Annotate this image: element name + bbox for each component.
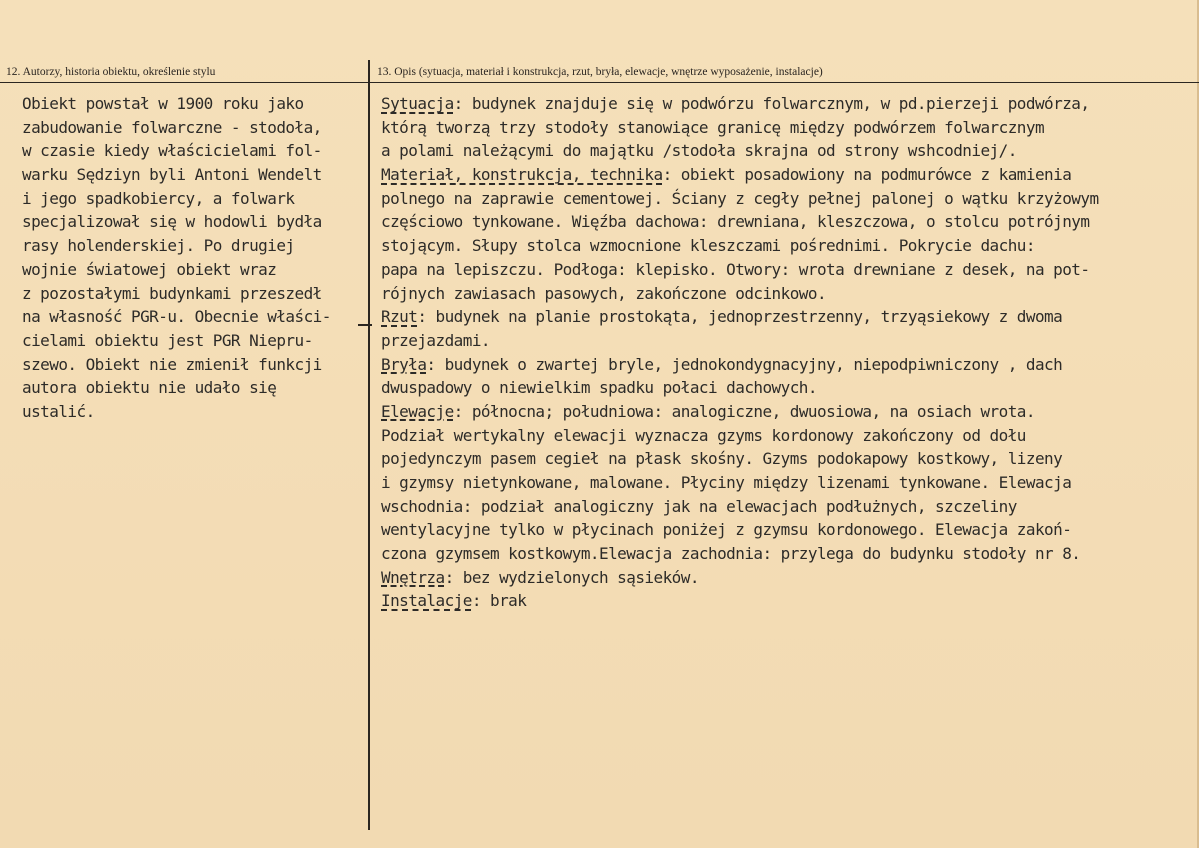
description-text-span: którą tworzą trzy stodoły stanowiące granicę między podwórzem folwarcznym — [381, 117, 1045, 137]
section-label: Bryła — [381, 354, 427, 374]
history-line: warku Sędziyn byli Antoni Wendelt — [22, 165, 322, 185]
section-12-heading: 12. Autorzy, historia obiektu, określenie stylu — [6, 66, 216, 78]
history-line: rasy holenderskiej. Po drugiej — [22, 236, 295, 256]
description-line — [381, 305, 1186, 329]
description-text-span: wschodnia: podział analogiczny jak na elewacjach podłużnych, szczeliny — [381, 496, 1017, 516]
section-13-heading: 13. Opis (sytuacja, materiał i konstrukcja, rzut, bryła, elewacje, wnętrze wyposażenie, instalacje) — [377, 66, 823, 78]
column-divider — [368, 60, 370, 830]
history-line: cielami obiektu jest PGR Niepru- — [22, 330, 313, 350]
description-line — [381, 282, 1186, 306]
description-line — [381, 353, 1186, 377]
history-line: w czasie kiedy właścicielami fol- — [22, 141, 322, 161]
description-line — [381, 400, 1186, 424]
description-line — [381, 92, 1186, 116]
section-label: Instalacje — [381, 591, 472, 611]
section-label: Materiał, konstrukcja, technika — [381, 165, 663, 185]
description-line — [381, 139, 1186, 163]
description-text-span: : brak — [471, 591, 527, 611]
description-text-span: dwuspadowy o niewielkim spadku połaci dachowych. — [381, 378, 817, 398]
section-label: Sytuacja — [381, 94, 454, 113]
history-line: wojnie światowej obiekt wraz — [22, 259, 277, 279]
description-line — [381, 163, 1186, 187]
description-line — [381, 210, 1186, 234]
history-line: zabudowanie folwarczne - stodoła, — [22, 117, 322, 137]
description-text-span: : bez wydzielonych sąsieków. — [444, 567, 699, 587]
description-line — [381, 116, 1186, 140]
history-line: ustalić. — [22, 401, 95, 421]
description-text-span: a polami należącymi do majątku /stodoła skrajna od strony wshcodniej/. — [381, 141, 1017, 161]
description-line — [381, 518, 1186, 542]
history-line: na własność PGR-u. Obecnie właści- — [22, 307, 331, 327]
description-text-span: przejazdami. — [381, 330, 490, 350]
description-line — [381, 542, 1186, 566]
section-label: Elewacje — [381, 401, 454, 421]
description-text-span: czona gzymsem kostkowym.Elewacja zachodnia: przylega do budynku stodoły nr 8. — [381, 544, 1081, 564]
description-text-span: : obiekt posadowiony na podmurówce z kamienia — [662, 165, 1072, 185]
description-line — [381, 424, 1186, 448]
heading-rule — [0, 82, 1199, 83]
description-line — [381, 234, 1186, 258]
description-text-span: stojącym. Słupy stolca wzmocnione kleszczami pośrednimi. Pokrycie dachu: — [381, 236, 1035, 256]
description-line — [381, 447, 1186, 471]
description-text — [381, 92, 1186, 613]
description-line — [381, 329, 1186, 353]
authors-history-text — [22, 92, 367, 424]
description-text-span: rójnych zawiasach pasowych, zakończone odcinkowo. — [381, 283, 827, 303]
description-text-span: pojedynczym pasem cegieł na płask skośny. Gzyms podokapowy kostkowy, lizeny — [381, 449, 1063, 469]
description-text-span: : budynek na planie prostokąta, jednoprzestrzenny, trzyąsiekowy z dwoma — [417, 307, 1063, 327]
history-line: i jego spadkobiercy, a folwark — [22, 188, 295, 208]
history-line: autora obiektu nie udało się — [22, 378, 277, 398]
description-text-span: polnego na zaprawie cementowej. Ściany z cegły pełnej palonej o wątku krzyżowym — [381, 188, 1099, 208]
description-text-span: papa na lepiszczu. Podłoga: klepisko. Otwory: wrota drewniane z desek, na pot- — [381, 259, 1090, 279]
description-text-span: i gzymsy nietynkowane, malowane. Płyciny między lizenami tynkowane. Elewacja — [381, 473, 1072, 492]
description-line — [381, 589, 1186, 613]
history-line: szewo. Obiekt nie zmienił funkcji — [22, 354, 322, 374]
description-line — [381, 495, 1186, 519]
history-line: z pozostałymi budynkami przeszedł — [22, 283, 322, 303]
description-line — [381, 471, 1186, 495]
description-text-span: : budynek o zwartej bryle, jednokondygnacyjny, niepodpiwniczony , dach — [426, 354, 1063, 374]
description-line — [381, 187, 1186, 211]
history-line: Obiekt powstał w 1900 roku jako — [22, 94, 304, 113]
section-label: Rzut — [381, 307, 418, 327]
description-text-span: Podział wertykalny elewacji wyznacza gzyms kordonowy zakończony od dołu — [381, 425, 1026, 445]
description-line — [381, 376, 1186, 400]
description-text-span: częściowo tynkowane. Więźba dachowa: drewniana, kleszczowa, o stolcu potrójnym — [381, 212, 1090, 232]
description-text-span: : budynek znajduje się w podwórzu folwarcznym, w pd.pierzeji podwórza, — [453, 94, 1090, 113]
history-line: specjalizował się w hodowli bydła — [22, 212, 322, 232]
description-text-span: : północna; południowa: analogiczne, dwuosiowa, na osiach wrota. — [453, 401, 1035, 421]
description-text-span: wentylacyjne tylko w płycinach poniżej z gzymsu kordonowego. Elewacja zakoń- — [381, 520, 1072, 540]
description-line — [381, 258, 1186, 282]
section-label: Wnętrza — [381, 567, 445, 587]
description-line — [381, 566, 1186, 590]
